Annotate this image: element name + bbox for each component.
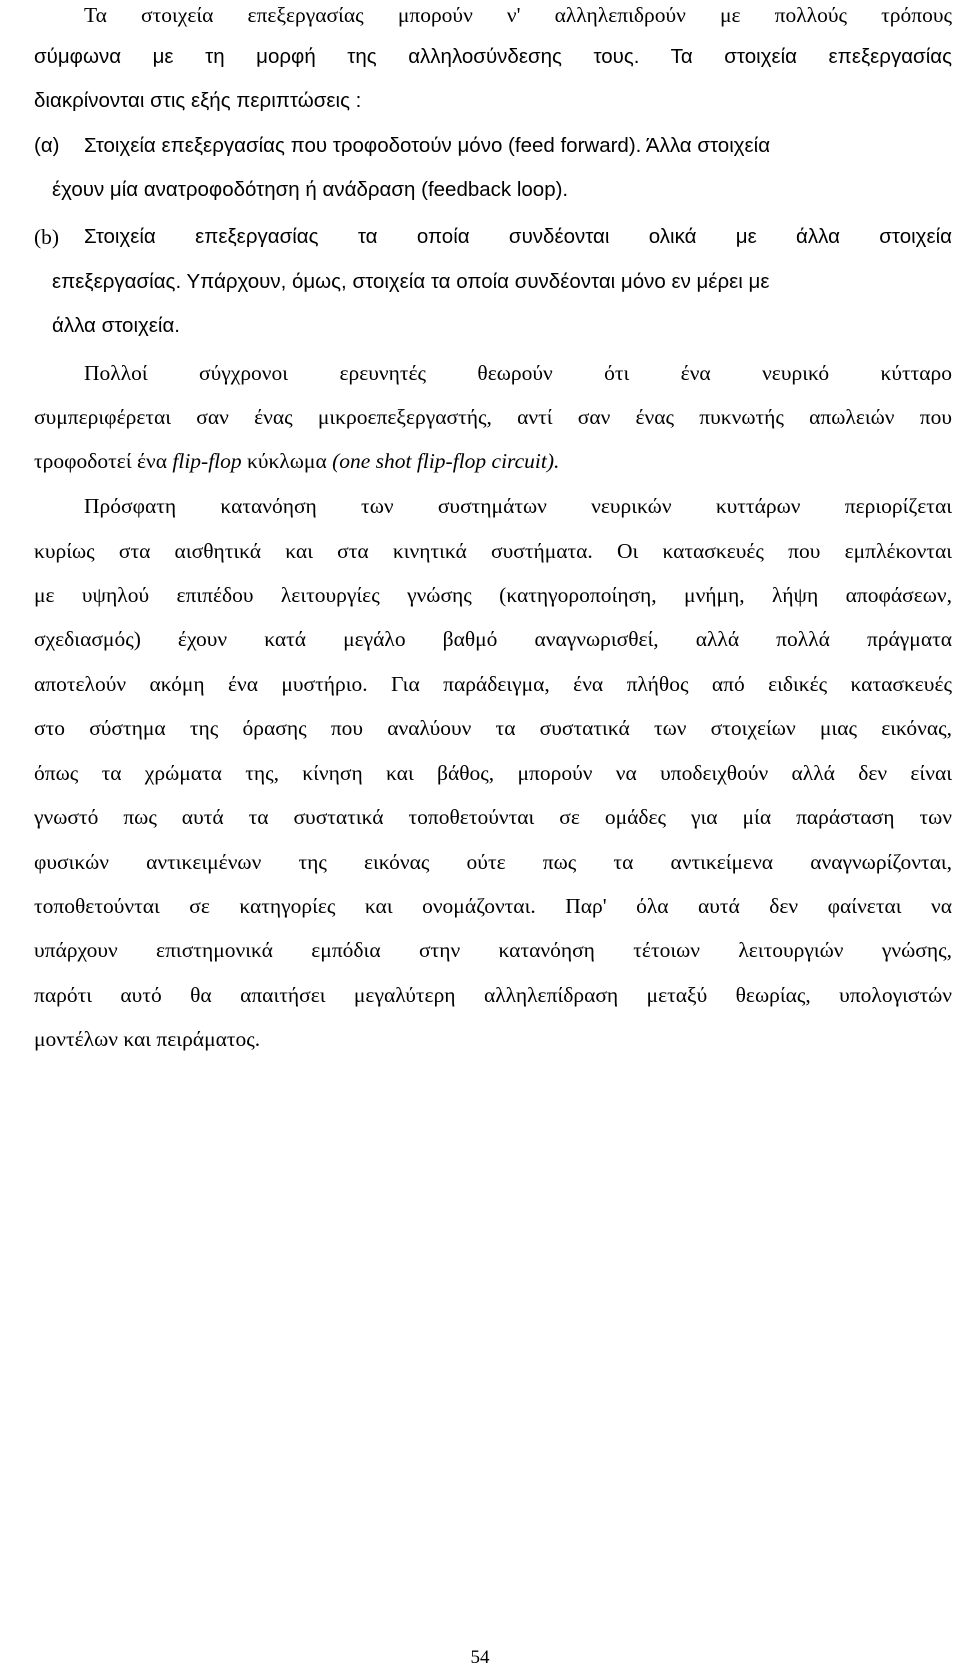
para2-line-3-mid: κύκλωμα [241, 449, 333, 473]
para2-line-3-em1: flip-flop [172, 449, 242, 473]
case-a-line-2: έχουν μία ανατροφοδότηση ή ανάδραση (feedback loop). [52, 178, 569, 201]
para2-line-3-start: τροφοδοτεί ένα [34, 449, 173, 473]
intro-line-2: σύμφωνα με τη μορφή της αλληλοσύνδεσης τους. Τα στοιχεία επεξεργασίας [34, 45, 952, 68]
para3-line-9: φυσικών αντικειμένων της εικόνας ούτε πως τα αντικείμενα αναγνωρίζονται, [34, 850, 952, 874]
case-a-line-1: Στοιχεία επεξεργασίας που τροφοδοτούν μόνο (feed forward). Άλλα στοιχεία [84, 134, 771, 157]
para3-line-6: στο σύστημα της όρασης που αναλύουν τα συστατικά των στοιχείων μιας εικόνας, [34, 716, 952, 740]
para3-line-5: αποτελούν ακόμη ένα μυστήριο. Για παράδειγμα, ένα πλήθος από ειδικές κατασκευές [34, 672, 952, 696]
para3-line-11: υπάρχουν επιστημονικά εμπόδια στην κατανόηση τέτοιων λειτουργιών γνώσης, [34, 938, 952, 962]
para2-line-1: Πολλοί σύγχρονοι ερευνητές θεωρούν ότι ένα νευρικό κύτταρο [84, 361, 952, 385]
para3-line-8: γνωστό πως αυτά τα συστατικά τοποθετούνται σε ομάδες για μία παράσταση των [34, 805, 952, 829]
para2-line-3-em2: (one shot flip-flop circuit). [332, 449, 560, 473]
case-b-line-3: άλλα στοιχεία. [52, 314, 181, 337]
intro-line-3: διακρίνονται στις εξής περιπτώσεις : [34, 89, 362, 112]
case-a-label: (α) [34, 134, 60, 157]
case-b-label: (b) [34, 225, 60, 249]
para3-line-12: παρότι αυτό θα απαιτήσει μεγαλύτερη αλληλεπίδραση μεταξύ θεωρίας, υπολογιστών [34, 983, 952, 1007]
case-b-line-2: επεξεργασίας. Υπάρχουν, όμως, στοιχεία τα οποία συνδέονται μόνο εν μέρει με [52, 270, 770, 293]
para3-line-3: με υψηλού επιπέδου λειτουργίες γνώσης (κατηγοροποίηση, μνήμη, λήψη αποφάσεων, [34, 583, 952, 607]
para3-line-13: μοντέλων και πειράματος. [34, 1027, 261, 1051]
case-b-line-1: Στοιχεία επεξεργασίας τα οποία συνδέονται ολικά με άλλα στοιχεία [84, 225, 952, 248]
para3-line-2: κυρίως στα αισθητικά και στα κινητικά συστήματα. Οι κατασκευές που εμπλέκονται [34, 539, 952, 563]
para3-line-7: όπως τα χρώματα της, κίνηση και βάθος, μπορούν να υποδειχθούν αλλά δεν είναι [34, 761, 952, 785]
para3-line-1: Πρόσφατη κατανόηση των συστημάτων νευρικών κυττάρων περιορίζεται [84, 494, 952, 518]
page-number: 54 [470, 1647, 490, 1668]
para3-line-4: σχεδιασμός) έχουν κατά μεγάλο βαθμό αναγνωρισθεί, αλλά πολλά πράγματα [34, 627, 952, 651]
intro-line-1: Τα στοιχεία επεξεργασίας μπορούν ν' αλληλεπιδρούν με πολλούς τρόπους [84, 3, 952, 27]
para2-line-3 [34, 448, 559, 474]
para2-line-2: συμπεριφέρεται σαν ένας μικροεπεξεργαστής, αντί σαν ένας πυκνωτής απωλειών που [34, 405, 952, 429]
para3-line-10: τοποθετούνται σε κατηγορίες και ονομάζονται. Παρ' όλα αυτά δεν φαίνεται να [34, 894, 952, 918]
